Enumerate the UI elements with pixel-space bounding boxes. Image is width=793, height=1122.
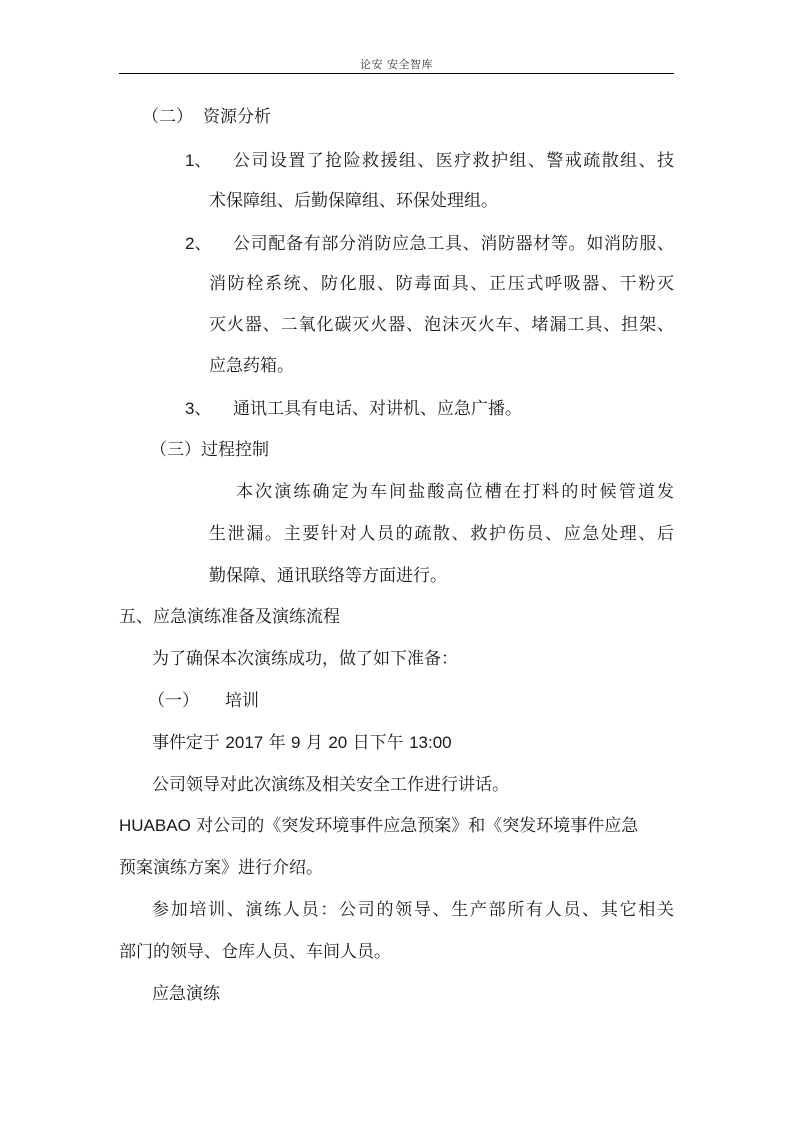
participants-line-1: 参加培训、演练人员：公司的领导、生产部所有人员、其它相关 <box>152 900 674 920</box>
participants-line-2: 部门的领导、仓库人员、车间人员。 <box>119 942 391 962</box>
item-3-number: 3、 <box>185 399 212 418</box>
section-3-line-1: 本次演练确定为车间盐酸高位槽在打料的时候管道发 <box>236 482 674 502</box>
item-2-line-1: 公司配备有部分消防应急工具、消防器材等。如消防服、 <box>233 234 674 254</box>
item-1-line-1: 公司设置了抢险救援组、医疗救护组、警戒疏散组、技 <box>233 151 674 171</box>
section-2-heading <box>142 106 271 128</box>
item-2-line-3: 灭火器、二氧化碳灭火器、泡沫灭火车、堵漏工具、担架、 <box>209 315 674 335</box>
item-2-line-4: 应急药箱。 <box>209 356 294 376</box>
item-3-line-1: 通讯工具有电话、对讲机、应急广播。 <box>233 399 522 419</box>
drill-heading: 应急演练 <box>152 984 220 1004</box>
item-2-number: 2、 <box>185 234 212 253</box>
subsection-1-title: 培训 <box>225 691 259 711</box>
subsection-1-heading <box>148 690 259 712</box>
section-3-heading: （三）过程控制 <box>150 440 269 460</box>
section-3-line-2: 生泄漏。主要针对人员的疏散、救护伤员、应急处理、后 <box>209 524 674 544</box>
item-2-line-2: 消防栓系统、防化服、防毒面具、正压式呼吸器、干粉灭 <box>209 274 674 294</box>
header-text: 论安 安全智库 <box>360 58 433 71</box>
huabao-line-2: 预案演练方案》进行介绍。 <box>119 858 323 878</box>
section-2-title: 资源分析 <box>203 107 271 127</box>
item-1-number: 1、 <box>185 151 212 170</box>
event-schedule: 事件定于 2017 年 9 月 20 日下午 13:00 <box>152 733 452 753</box>
header-rule <box>119 73 674 74</box>
section-2-marker: （二） <box>142 107 193 127</box>
subsection-1-marker: （一） <box>148 691 199 711</box>
leader-speech: 公司领导对此次演练及相关安全工作进行讲话。 <box>152 775 509 795</box>
huabao-line-1: HUABAO 对公司的《突发环境事件应急预案》和《突发环境事件应急 <box>119 816 639 836</box>
section-3-line-3: 勤保障、通讯联络等方面进行。 <box>209 566 447 586</box>
chapter-5-intro: 为了确保本次演练成功，做了如下准备： <box>152 649 458 669</box>
item-1-line-2: 术保障组、后勤保障组、环保处理组。 <box>209 191 498 211</box>
chapter-5-heading: 五、应急演练准备及演练流程 <box>119 607 340 627</box>
